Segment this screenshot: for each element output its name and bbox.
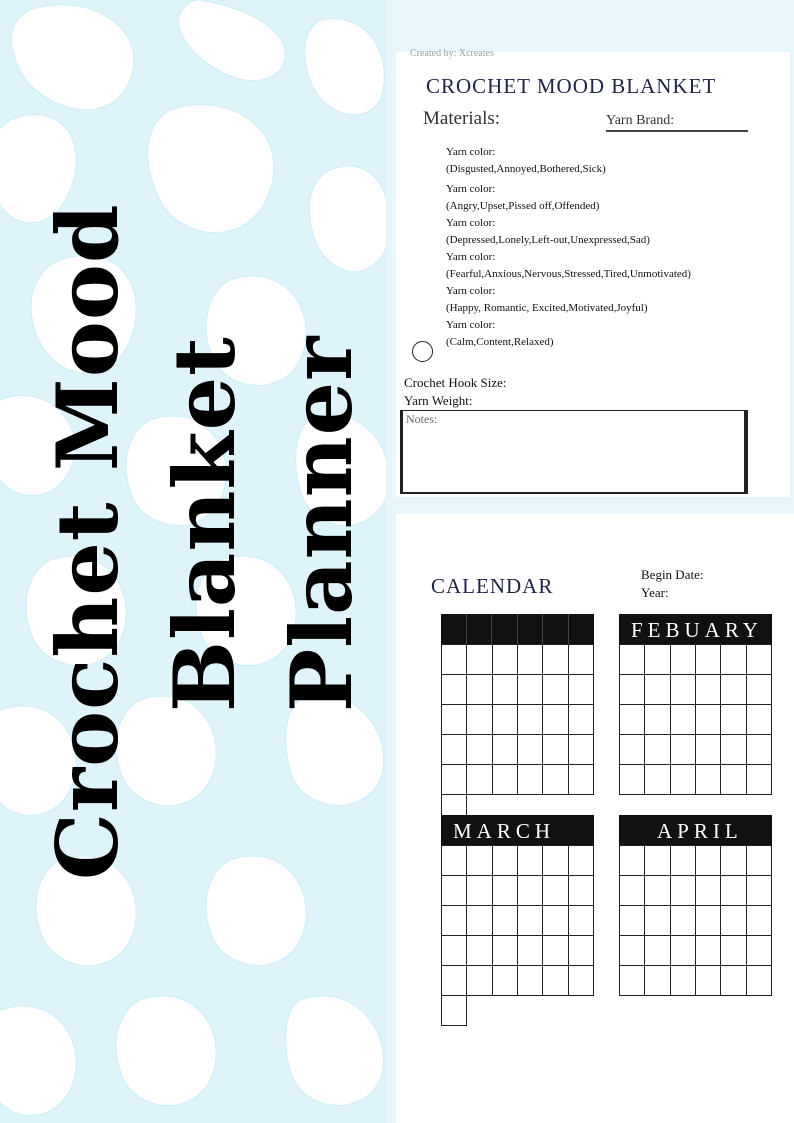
day-cell[interactable] <box>747 846 772 876</box>
month-grid <box>441 644 594 795</box>
yarn-color-moods: (Depressed,Lonely,Left-out,Unexpressed,Sad) <box>446 233 650 246</box>
day-cell[interactable] <box>543 876 568 906</box>
day-cell[interactable] <box>467 936 492 966</box>
list-item <box>446 249 691 282</box>
yarn-color-label: Yarn color: <box>446 319 496 331</box>
begin-date-label: Begin Date: <box>641 567 704 582</box>
yarn-color-moods: (Fearful,Anxious,Nervous,Stressed,Tired,Unmotivated) <box>446 267 691 280</box>
yarn-weight-label: Yarn Weight: <box>404 393 473 408</box>
day-cell[interactable] <box>467 645 492 675</box>
day-cell[interactable] <box>671 936 696 966</box>
day-cell[interactable] <box>645 705 670 735</box>
day-cell[interactable] <box>747 876 772 906</box>
yarn-color-label: Yarn color: <box>446 251 496 263</box>
yarn-color-label: Yarn color: <box>446 183 496 195</box>
day-cell[interactable] <box>442 936 467 966</box>
day-cell[interactable] <box>671 765 696 795</box>
day-cell[interactable] <box>518 876 543 906</box>
materials-label: Materials: <box>423 108 501 129</box>
day-cell[interactable] <box>467 705 492 735</box>
month-header <box>441 614 594 644</box>
day-cell[interactable] <box>543 675 568 705</box>
day-cell[interactable] <box>493 966 518 996</box>
day-cell[interactable] <box>569 966 594 996</box>
day-cell[interactable] <box>671 705 696 735</box>
month-name: MARCH <box>453 819 556 843</box>
day-cell[interactable] <box>671 906 696 936</box>
day-cell[interactable] <box>493 765 518 795</box>
day-cell[interactable] <box>442 765 467 795</box>
day-cell[interactable] <box>543 906 568 936</box>
day-cell[interactable] <box>671 846 696 876</box>
day-cell[interactable] <box>747 735 772 765</box>
yarn-brand-field[interactable]: Yarn Brand: <box>606 113 748 132</box>
yarn-color-moods: (Calm,Content,Relaxed) <box>446 335 554 348</box>
day-cell[interactable] <box>696 705 721 735</box>
day-cell[interactable] <box>518 966 543 996</box>
day-cell[interactable] <box>620 645 645 675</box>
month-header <box>619 614 772 644</box>
day-cell[interactable] <box>645 735 670 765</box>
notes-label: Notes: <box>406 412 438 426</box>
month-name: APRIL <box>657 819 743 843</box>
planner-title: CROCHET MOOD BLANKET <box>426 74 717 98</box>
cover-title-line-3: Planner <box>272 335 371 712</box>
month-name: FEBUARY <box>631 618 763 642</box>
day-cell[interactable] <box>518 936 543 966</box>
day-cell[interactable] <box>747 765 772 795</box>
circle-checkbox[interactable] <box>412 341 433 362</box>
day-cell[interactable] <box>696 966 721 996</box>
day-cell[interactable] <box>645 876 670 906</box>
month-block-1 <box>441 614 594 795</box>
month-header <box>619 815 772 845</box>
day-cell[interactable] <box>569 876 594 906</box>
day-cell[interactable] <box>696 735 721 765</box>
month-grid <box>619 845 772 996</box>
list-item <box>446 215 691 248</box>
day-cell[interactable] <box>747 675 772 705</box>
day-cell[interactable] <box>721 705 746 735</box>
yarn-color-list <box>446 144 691 351</box>
day-cell[interactable] <box>569 906 594 936</box>
day-cell[interactable] <box>645 906 670 936</box>
day-cell[interactable] <box>442 675 467 705</box>
day-cell[interactable] <box>493 906 518 936</box>
day-cell[interactable] <box>696 876 721 906</box>
list-item <box>446 317 691 350</box>
day-cell[interactable] <box>569 735 594 765</box>
day-cell[interactable] <box>696 765 721 795</box>
day-cell[interactable] <box>696 846 721 876</box>
day-cell[interactable] <box>747 906 772 936</box>
day-cell[interactable] <box>467 906 492 936</box>
yarn-color-label: Yarn color: <box>446 217 496 229</box>
day-cell[interactable] <box>467 675 492 705</box>
day-cell[interactable] <box>543 735 568 765</box>
month-header <box>441 815 594 845</box>
day-cell[interactable] <box>671 966 696 996</box>
day-cell[interactable] <box>569 705 594 735</box>
day-cell[interactable] <box>569 936 594 966</box>
day-cell[interactable] <box>620 906 645 936</box>
day-cell[interactable] <box>645 675 670 705</box>
day-cell[interactable] <box>721 966 746 996</box>
day-cell[interactable] <box>620 675 645 705</box>
day-cell[interactable] <box>518 735 543 765</box>
day-cell[interactable] <box>518 765 543 795</box>
day-cell[interactable] <box>467 765 492 795</box>
yarn-color-moods: (Happy, Romantic, Excited,Motivated,Joyful) <box>446 301 648 314</box>
cover-title-line-2: Blanket <box>155 336 254 712</box>
day-cell[interactable] <box>696 936 721 966</box>
day-cell[interactable] <box>493 846 518 876</box>
day-cell[interactable] <box>569 675 594 705</box>
day-cell[interactable] <box>493 675 518 705</box>
cover-title-line-1: Crochet Mood <box>38 203 137 880</box>
list-item <box>446 144 691 177</box>
notes-box[interactable] <box>400 410 748 494</box>
day-cell[interactable] <box>442 705 467 735</box>
day-cell[interactable] <box>747 936 772 966</box>
day-cell[interactable] <box>442 906 467 936</box>
yarn-color-moods: (Angry,Upset,Pissed off,Offended) <box>446 199 600 212</box>
yarn-color-moods: (Disgusted,Annoyed,Bothered,Sick) <box>446 162 606 175</box>
day-cell[interactable] <box>518 846 543 876</box>
day-cell[interactable] <box>620 765 645 795</box>
day-cell[interactable] <box>467 846 492 876</box>
day-cell[interactable] <box>518 906 543 936</box>
month-block-2 <box>619 614 772 795</box>
day-cell[interactable] <box>721 936 746 966</box>
day-cell[interactable] <box>696 645 721 675</box>
day-cell[interactable] <box>747 966 772 996</box>
day-cell[interactable] <box>467 966 492 996</box>
day-cell[interactable] <box>645 645 670 675</box>
day-cell[interactable] <box>671 675 696 705</box>
day-cell[interactable] <box>721 906 746 936</box>
day-cell[interactable] <box>518 675 543 705</box>
day-cell[interactable] <box>493 645 518 675</box>
planner-area <box>386 0 794 1123</box>
day-cell[interactable] <box>696 906 721 936</box>
day-cell[interactable] <box>493 735 518 765</box>
day-cell[interactable] <box>543 765 568 795</box>
day-cell[interactable] <box>543 966 568 996</box>
day-cell[interactable] <box>442 735 467 765</box>
day-cell[interactable] <box>569 846 594 876</box>
yarn-color-label: Yarn color: <box>446 285 496 297</box>
month-block-4 <box>619 815 772 996</box>
day-cell[interactable] <box>493 876 518 906</box>
day-cell[interactable] <box>543 705 568 735</box>
day-cell[interactable] <box>620 846 645 876</box>
day-cell[interactable] <box>569 645 594 675</box>
day-cell[interactable] <box>721 765 746 795</box>
day-cell[interactable] <box>671 735 696 765</box>
day-cell[interactable] <box>721 735 746 765</box>
day-cell[interactable] <box>442 876 467 906</box>
month-block-3 <box>441 815 594 996</box>
day-cell[interactable] <box>467 876 492 906</box>
day-cell[interactable] <box>543 846 568 876</box>
month-grid <box>619 644 772 795</box>
yarn-color-label: Yarn color: <box>446 146 496 158</box>
day-cell[interactable] <box>442 645 467 675</box>
day-cell[interactable] <box>569 765 594 795</box>
day-cell[interactable] <box>671 876 696 906</box>
day-cell[interactable] <box>721 645 746 675</box>
day-cell[interactable] <box>645 846 670 876</box>
day-cell[interactable] <box>747 645 772 675</box>
day-cell[interactable] <box>620 705 645 735</box>
day-cell[interactable] <box>543 645 568 675</box>
created-by: Created by: Xcreates <box>410 48 494 59</box>
day-cell[interactable] <box>645 765 670 795</box>
calendar-title: CALENDAR <box>431 574 554 598</box>
day-cell[interactable] <box>518 645 543 675</box>
day-cell[interactable] <box>645 936 670 966</box>
year-label: Year: <box>641 585 669 600</box>
day-cell[interactable] <box>620 936 645 966</box>
day-cell[interactable] <box>721 846 746 876</box>
day-cell[interactable] <box>518 705 543 735</box>
day-cell[interactable] <box>467 735 492 765</box>
day-cell[interactable] <box>721 675 746 705</box>
day-cell[interactable] <box>747 705 772 735</box>
day-cell[interactable] <box>442 846 467 876</box>
day-cell[interactable] <box>493 705 518 735</box>
month-grid <box>441 845 594 996</box>
day-cell[interactable] <box>671 645 696 675</box>
day-cell[interactable] <box>645 966 670 996</box>
list-item <box>446 283 691 316</box>
day-cell[interactable] <box>696 675 721 705</box>
day-cell[interactable] <box>620 966 645 996</box>
day-cell[interactable] <box>441 996 467 1026</box>
overflow-cells <box>441 996 467 1026</box>
day-cell[interactable] <box>543 936 568 966</box>
day-cell[interactable] <box>620 735 645 765</box>
hook-size-label: Crochet Hook Size: <box>404 375 507 390</box>
cover-panel <box>0 0 386 1123</box>
day-cell[interactable] <box>721 876 746 906</box>
list-item <box>446 181 691 214</box>
day-cell[interactable] <box>493 936 518 966</box>
day-cell[interactable] <box>442 966 467 996</box>
day-cell[interactable] <box>620 876 645 906</box>
